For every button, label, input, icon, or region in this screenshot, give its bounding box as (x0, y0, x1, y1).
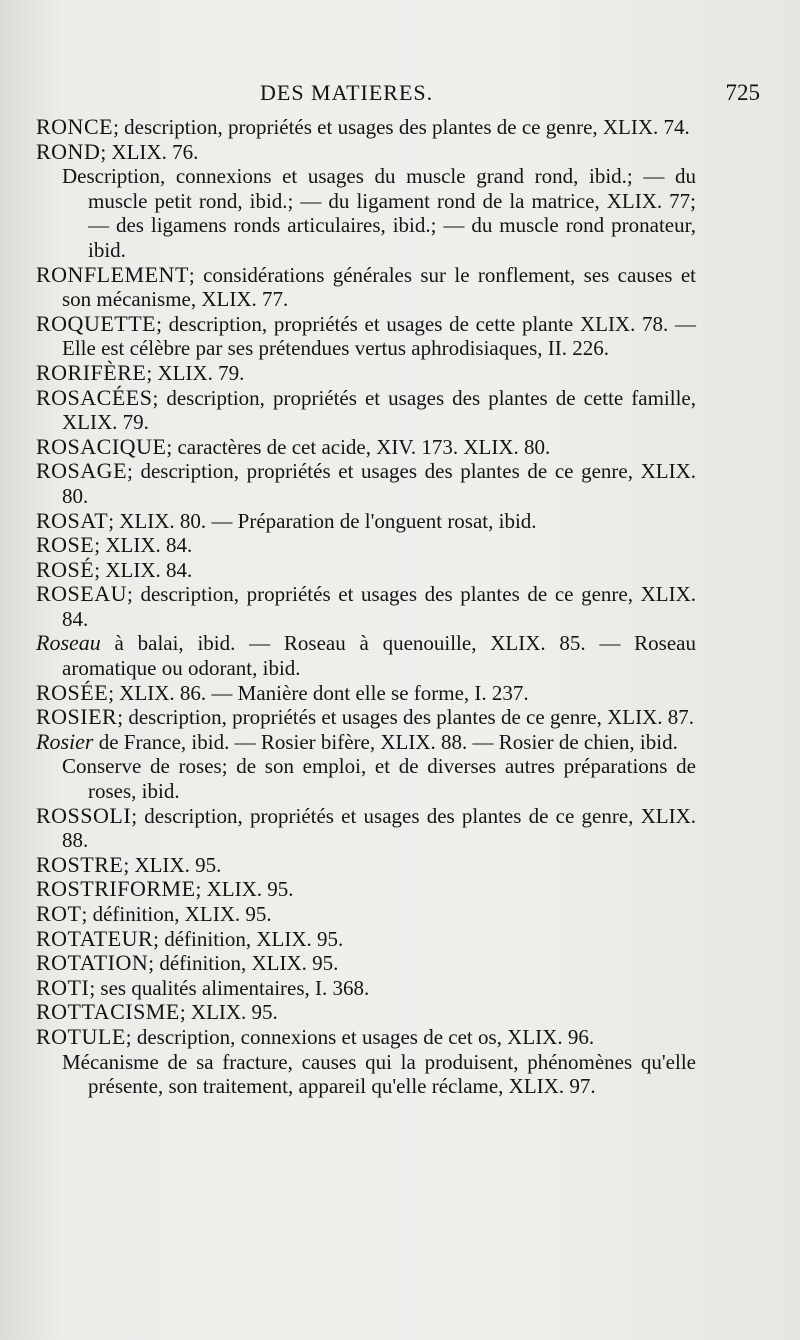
entry-text: ; XLIX. 80. — Préparation de l'onguent rosat, ibid. (108, 508, 537, 533)
entry-text: ; description, connexions et usages de cet os, XLIX. 96. (125, 1024, 595, 1049)
entry-headword: ROQUETTE (36, 310, 157, 336)
index-entry (36, 361, 696, 386)
index-entry (36, 509, 696, 534)
entry-text: de France, ibid. — Rosier bifère, XLIX. 88. — Rosier de chien, ibid. (93, 729, 678, 754)
index-entry (36, 853, 696, 878)
entry-text: ; XLIX. 76. (100, 139, 199, 164)
entry-headword: Roseau (36, 630, 101, 656)
index-entry (36, 1000, 696, 1025)
index-entry (36, 804, 696, 853)
entry-headword: ROSTRIFORME (36, 876, 196, 902)
entry-headword: ROTI (36, 974, 90, 1000)
page-header (40, 80, 760, 112)
entry-headword: ROSAGE (36, 458, 128, 484)
index-entry (36, 631, 696, 680)
entry-headword: ROTULE (36, 1023, 126, 1049)
index-entry (36, 1025, 696, 1050)
index-subentry (36, 164, 696, 262)
index-entry (36, 877, 696, 902)
entry-headword: ROSTRE (36, 851, 124, 877)
index-subentry (36, 1050, 696, 1099)
entry-headword: ROSE (36, 532, 95, 558)
index-subentry (36, 754, 696, 803)
entry-headword: ROSAT (36, 507, 109, 533)
index-entry (36, 533, 696, 558)
entry-headword: ROSÉE (36, 679, 109, 705)
entry-text: ; XLIX. 84. (94, 533, 193, 558)
index-entry (36, 681, 696, 706)
entry-headword: RONFLEMENT (36, 261, 189, 287)
entry-headword: RORIFÈRE (36, 359, 147, 385)
entry-text: ; description, propriétés et usages des plantes de ce genre, XLIX. 84. (62, 582, 696, 631)
running-head: DES MATIERES. (260, 80, 434, 105)
index-entry (36, 927, 696, 952)
entry-text: ; considérations générales sur le ronflement, ses causes et son mécanisme, XLIX. 77. (62, 262, 696, 312)
index-entry (36, 705, 696, 730)
page-number: 725 (725, 80, 760, 105)
index-entry (36, 312, 696, 361)
entry-headword: ROSACIQUE (36, 433, 167, 459)
entry-headword: ROSIER (36, 704, 118, 730)
entry-text: à balai, ibid. — Roseau à quenouille, XLIX. 85. — Roseau aromatique ou odorant, ibid. (62, 631, 696, 681)
entry-text: ; définition, XLIX. 95. (148, 951, 339, 976)
entry-headword: Rosier (36, 728, 94, 754)
index-entry (36, 558, 696, 583)
entry-headword: ROSSOLI (36, 802, 132, 828)
entry-headword: ROT (36, 901, 82, 926)
index-entries (36, 115, 696, 1099)
entry-text: ; caractères de cet acide, XIV. 173. XLIX. 80. (166, 434, 551, 459)
entry-text: ; ses qualités alimentaires, I. 368. (89, 975, 370, 1000)
index-entry (36, 140, 696, 165)
entry-headword: ROTTACISME (36, 999, 180, 1025)
index-entry (36, 459, 696, 508)
index-entry (36, 263, 696, 312)
entry-text: ; XLIX. 84. (94, 557, 193, 582)
index-entry (36, 115, 696, 140)
index-entry (36, 386, 696, 435)
entry-text: ; description, propriétés et usages des plantes de ce genre, XLIX. 74. (113, 115, 690, 139)
index-entry (36, 902, 696, 927)
index-entry (36, 951, 696, 976)
entry-text: Description, connexions et usages du muscle grand rond, ibid.; — du muscle petit rond, ibid.; — du ligament rond de la matrice, XLIX. 77; — des ligamens ronds articulaires, ibid.; — du muscle rond pronateur, ibid. (62, 164, 696, 262)
entry-text: ; description, propriétés et usages de cette plante XLIX. 78. — Elle est célèbre par ses prétendues vertus aphrodisiaques, II. 226. (62, 311, 696, 361)
entry-headword: ROSEAU (36, 581, 128, 607)
entry-text: ; description, propriétés et usages des plantes de ce genre, XLIX. 87. (117, 705, 694, 730)
entry-text: ; définition, XLIX. 95. (153, 926, 344, 951)
entry-text: Conserve de roses; de son emploi, et de diverses autres préparations de roses, ibid. (62, 754, 696, 804)
entry-text: Mécanisme de sa fracture, causes qui la produisent, phénomènes qu'elle présente, son traitement, appareil qu'elle réclame, XLIX. 97. (62, 1049, 696, 1099)
entry-headword: ROND (36, 138, 101, 164)
entry-headword: ROSACÉES (36, 384, 153, 410)
entry-text: ; définition, XLIX. 95. (81, 902, 272, 926)
entry-text: ; description, propriétés et usages des plantes de ce genre, XLIX. 88. (62, 803, 696, 853)
index-entry (36, 582, 696, 631)
entry-text: ; description, propriétés et usages des plantes de ce genre, XLIX. 80. (62, 459, 696, 508)
index-entry (36, 730, 696, 755)
entry-text: ; XLIX. 95. (123, 852, 222, 877)
entry-text: ; description, propriétés et usages des plantes de cette famille, XLIX. 79. (62, 385, 696, 435)
entry-text: ; XLIX. 95. (179, 1000, 278, 1025)
entry-text: ; XLIX. 86. — Manière dont elle se forme, I. 237. (108, 680, 529, 705)
entry-headword: ROTATEUR (36, 925, 154, 951)
entry-headword: ROTATION (36, 950, 149, 976)
entry-headword: RONCE (36, 114, 114, 139)
index-entry (36, 976, 696, 1001)
entry-text: ; XLIX. 79. (146, 360, 245, 385)
entry-headword: ROSÉ (36, 556, 95, 582)
index-entry (36, 435, 696, 460)
entry-text: ; XLIX. 95. (195, 877, 294, 902)
